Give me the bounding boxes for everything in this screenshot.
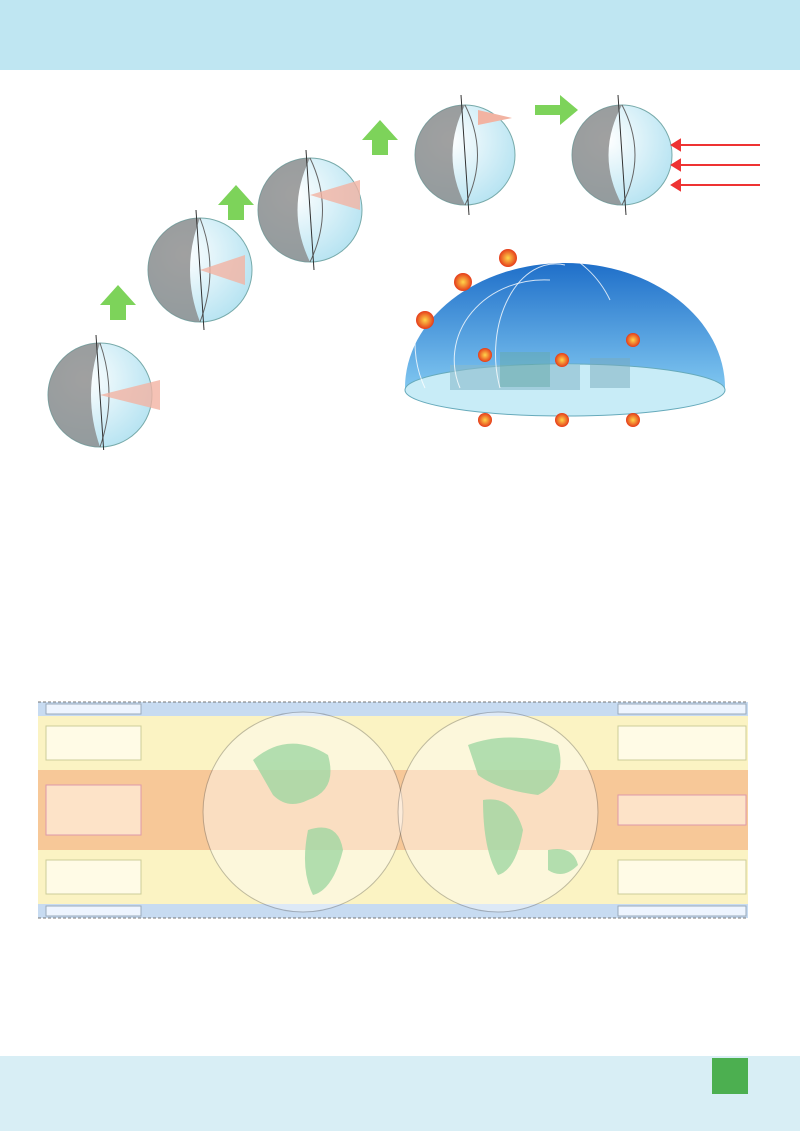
footer-bar xyxy=(0,1056,800,1131)
globe-5 xyxy=(572,95,672,215)
five-zones-figure xyxy=(38,700,758,1040)
zones-globe-west xyxy=(203,712,403,912)
sun-summer xyxy=(499,249,517,267)
globe-1 xyxy=(48,335,160,450)
sunlight-arrows xyxy=(672,140,760,190)
page-header xyxy=(0,0,800,70)
globe-3 xyxy=(258,150,362,270)
globe-4 xyxy=(415,95,515,215)
chart-noon-height xyxy=(35,480,415,680)
right-zone-labels xyxy=(618,704,746,916)
sun-winter xyxy=(416,311,434,329)
left-zone-labels xyxy=(46,704,141,916)
page-number xyxy=(712,1058,748,1094)
dome-figure xyxy=(350,240,750,470)
globe-2 xyxy=(148,210,252,330)
sun-equinox xyxy=(454,273,472,291)
chart-day-length xyxy=(415,480,795,680)
